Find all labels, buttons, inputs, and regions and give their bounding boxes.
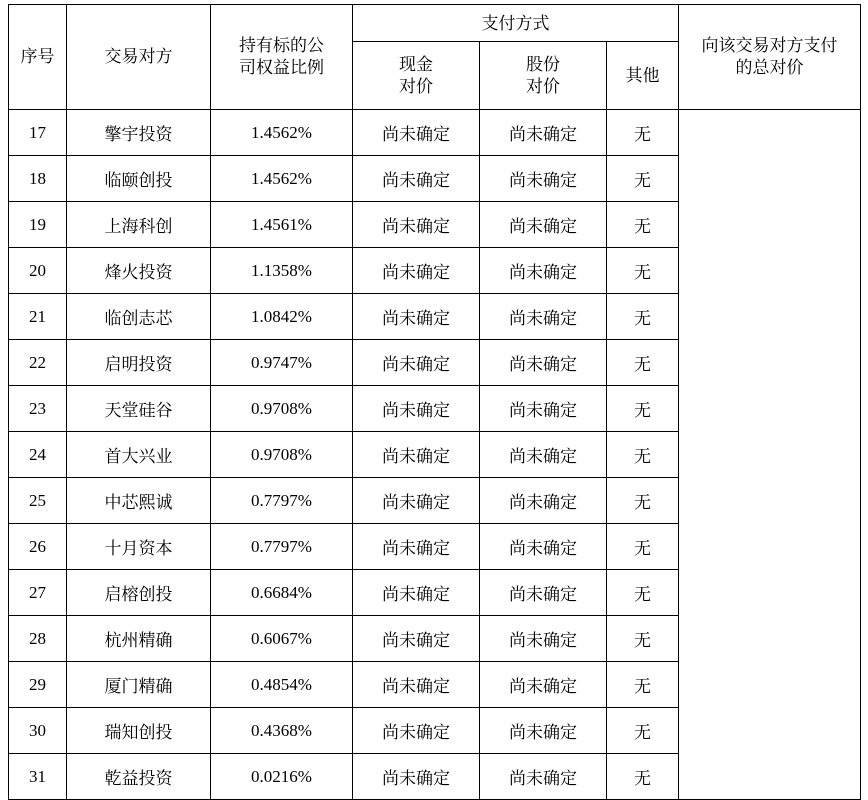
cell-seq: 28 bbox=[9, 616, 67, 662]
cell-other: 无 bbox=[607, 754, 679, 800]
cell-total-consideration bbox=[679, 110, 861, 800]
cell-share: 尚未确定 bbox=[480, 524, 607, 570]
column-header-ratio bbox=[211, 5, 353, 110]
cell-party: 上海科创 bbox=[67, 202, 211, 248]
column-header-cash bbox=[353, 42, 480, 110]
cell-seq: 24 bbox=[9, 432, 67, 478]
cell-ratio: 0.6684% bbox=[211, 570, 353, 616]
cell-seq: 30 bbox=[9, 708, 67, 754]
column-header-cash-line1: 现金 bbox=[399, 54, 433, 74]
cell-cash: 尚未确定 bbox=[353, 156, 480, 202]
cell-party: 乾益投资 bbox=[67, 754, 211, 800]
column-header-total-line1: 向该交易对方支付 bbox=[701, 35, 838, 55]
column-header-total-line2: 的总对价 bbox=[735, 58, 804, 77]
cell-other: 无 bbox=[607, 110, 679, 156]
header-row-1 bbox=[9, 5, 861, 42]
cell-ratio: 1.4562% bbox=[211, 156, 353, 202]
cell-share: 尚未确定 bbox=[480, 156, 607, 202]
cell-ratio: 0.9708% bbox=[211, 432, 353, 478]
cell-ratio: 1.4561% bbox=[211, 202, 353, 248]
cell-other: 无 bbox=[607, 248, 679, 294]
cell-party: 瑞知创投 bbox=[67, 708, 211, 754]
cell-share: 尚未确定 bbox=[480, 708, 607, 754]
column-header-total-consideration bbox=[679, 5, 861, 110]
cell-ratio: 0.4854% bbox=[211, 662, 353, 708]
cell-seq: 29 bbox=[9, 662, 67, 708]
cell-cash: 尚未确定 bbox=[353, 248, 480, 294]
cell-party: 杭州精确 bbox=[67, 616, 211, 662]
cell-other: 无 bbox=[607, 616, 679, 662]
column-header-share-line2: 对价 bbox=[526, 76, 560, 96]
cell-cash: 尚未确定 bbox=[353, 202, 480, 248]
payment-method-table bbox=[8, 4, 861, 800]
cell-share: 尚未确定 bbox=[480, 754, 607, 800]
column-header-share bbox=[480, 42, 607, 110]
cell-seq: 23 bbox=[9, 386, 67, 432]
document-page bbox=[0, 4, 868, 788]
cell-other: 无 bbox=[607, 570, 679, 616]
cell-share: 尚未确定 bbox=[480, 110, 607, 156]
cell-cash: 尚未确定 bbox=[353, 340, 480, 386]
cell-cash: 尚未确定 bbox=[353, 110, 480, 156]
cell-cash: 尚未确定 bbox=[353, 662, 480, 708]
cell-seq: 25 bbox=[9, 478, 67, 524]
table-header bbox=[9, 5, 861, 110]
cell-party: 临颐创投 bbox=[67, 156, 211, 202]
cell-cash: 尚未确定 bbox=[353, 708, 480, 754]
column-header-share-line1: 股份 bbox=[526, 54, 560, 74]
cell-seq: 27 bbox=[9, 570, 67, 616]
cell-party: 启榕创投 bbox=[67, 570, 211, 616]
cell-party: 天堂硅谷 bbox=[67, 386, 211, 432]
cell-other: 无 bbox=[607, 340, 679, 386]
cell-party: 临创志芯 bbox=[67, 294, 211, 340]
cell-party: 十月资本 bbox=[67, 524, 211, 570]
cell-cash: 尚未确定 bbox=[353, 478, 480, 524]
cell-share: 尚未确定 bbox=[480, 432, 607, 478]
cell-seq: 20 bbox=[9, 248, 67, 294]
column-header-party: 交易对方 bbox=[67, 5, 211, 110]
cell-seq: 18 bbox=[9, 156, 67, 202]
column-header-cash-line2: 对价 bbox=[399, 76, 433, 96]
cell-other: 无 bbox=[607, 202, 679, 248]
cell-share: 尚未确定 bbox=[480, 202, 607, 248]
cell-cash: 尚未确定 bbox=[353, 754, 480, 800]
cell-ratio: 0.9747% bbox=[211, 340, 353, 386]
cell-cash: 尚未确定 bbox=[353, 524, 480, 570]
cell-seq: 31 bbox=[9, 754, 67, 800]
cell-ratio: 1.0842% bbox=[211, 294, 353, 340]
cell-party: 中芯熙诚 bbox=[67, 478, 211, 524]
cell-party: 擎宇投资 bbox=[67, 110, 211, 156]
column-header-payment-method: 支付方式 bbox=[353, 5, 679, 42]
cell-seq: 19 bbox=[9, 202, 67, 248]
cell-ratio: 1.1358% bbox=[211, 248, 353, 294]
cell-party: 首大兴业 bbox=[67, 432, 211, 478]
column-header-ratio-line2: 司权益比例 bbox=[239, 58, 324, 77]
cell-other: 无 bbox=[607, 386, 679, 432]
cell-cash: 尚未确定 bbox=[353, 432, 480, 478]
cell-share: 尚未确定 bbox=[480, 340, 607, 386]
cell-ratio: 0.9708% bbox=[211, 386, 353, 432]
cell-party: 厦门精确 bbox=[67, 662, 211, 708]
cell-other: 无 bbox=[607, 708, 679, 754]
table-row bbox=[9, 110, 861, 156]
cell-cash: 尚未确定 bbox=[353, 386, 480, 432]
table-body bbox=[9, 110, 861, 800]
cell-seq: 21 bbox=[9, 294, 67, 340]
cell-ratio: 0.7797% bbox=[211, 478, 353, 524]
cell-other: 无 bbox=[607, 478, 679, 524]
cell-other: 无 bbox=[607, 294, 679, 340]
cell-ratio: 0.7797% bbox=[211, 524, 353, 570]
cell-party: 启明投资 bbox=[67, 340, 211, 386]
cell-other: 无 bbox=[607, 524, 679, 570]
cell-ratio: 0.6067% bbox=[211, 616, 353, 662]
column-header-other: 其他 bbox=[607, 42, 679, 110]
cell-seq: 22 bbox=[9, 340, 67, 386]
cell-cash: 尚未确定 bbox=[353, 616, 480, 662]
cell-other: 无 bbox=[607, 432, 679, 478]
column-header-ratio-line1: 持有标的公 bbox=[239, 35, 324, 55]
cell-share: 尚未确定 bbox=[480, 570, 607, 616]
cell-ratio: 0.0216% bbox=[211, 754, 353, 800]
cell-cash: 尚未确定 bbox=[353, 570, 480, 616]
cell-share: 尚未确定 bbox=[480, 616, 607, 662]
cell-seq: 17 bbox=[9, 110, 67, 156]
column-header-seq: 序号 bbox=[9, 5, 67, 110]
cell-ratio: 0.4368% bbox=[211, 708, 353, 754]
cell-seq: 26 bbox=[9, 524, 67, 570]
cell-share: 尚未确定 bbox=[480, 478, 607, 524]
cell-share: 尚未确定 bbox=[480, 386, 607, 432]
cell-other: 无 bbox=[607, 156, 679, 202]
cell-cash: 尚未确定 bbox=[353, 294, 480, 340]
cell-share: 尚未确定 bbox=[480, 294, 607, 340]
cell-ratio: 1.4562% bbox=[211, 110, 353, 156]
cell-share: 尚未确定 bbox=[480, 248, 607, 294]
cell-share: 尚未确定 bbox=[480, 662, 607, 708]
cell-party: 烽火投资 bbox=[67, 248, 211, 294]
cell-other: 无 bbox=[607, 662, 679, 708]
